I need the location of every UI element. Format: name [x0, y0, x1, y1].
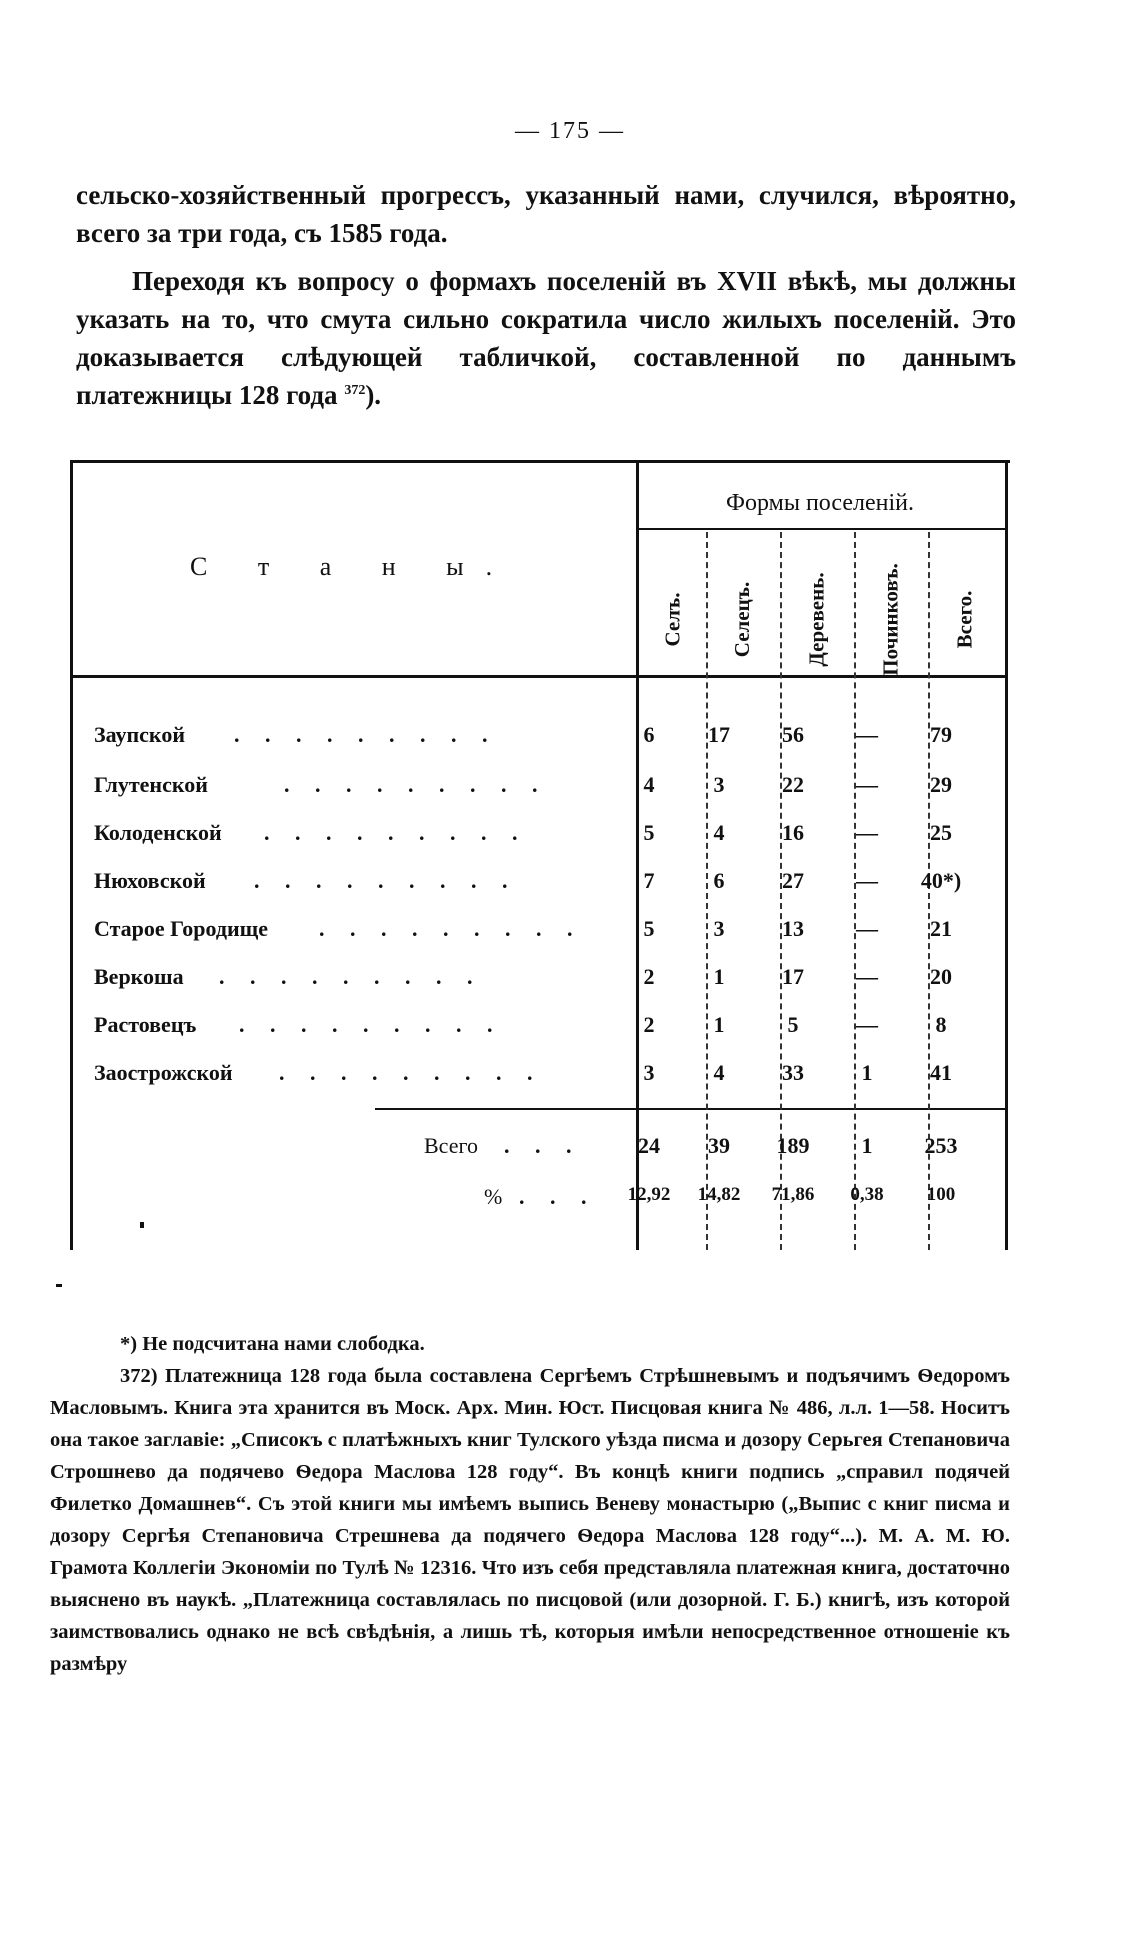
table-right-rule	[1005, 460, 1008, 1250]
settlements-table	[70, 460, 1010, 1250]
table-row: Нюховской . . . . . . . . . 7 6 27 — 40*)	[94, 868, 962, 893]
stany-header: С т а н ы.	[190, 552, 515, 581]
footnote-ref-372: 372	[344, 383, 366, 398]
table-row: Старое Городище . . . . . . . . . 5 3 13 — 21	[94, 916, 952, 941]
table-row: Растовецъ . . . . . . . . . 2 1 5 — 8	[94, 1012, 947, 1037]
table-top-rule	[70, 460, 1010, 463]
col-header-dereven: Деревень.	[804, 572, 829, 667]
col-header-vsego: Всего.	[952, 590, 977, 649]
col-header-sel: Селъ.	[660, 592, 685, 647]
table-row: Глутенской . . . . . . . . . 4 3 22 — 29	[94, 772, 952, 797]
total-row: Всего . . . 24 39 189 1 253	[424, 1133, 958, 1158]
total-top-rule	[375, 1108, 1008, 1110]
forms-header: Формы поселеній.	[726, 490, 914, 516]
footnote-1: *) Не подсчитана нами слободка.	[120, 1333, 425, 1355]
table-left-rule	[70, 460, 73, 1250]
paragraph-2	[76, 262, 1016, 414]
col-header-selets: Селецъ.	[730, 581, 755, 658]
paragraph-1: сельско-хозяйственный прогрессъ, указанный нами, случился, вѣроятно, всего за три года, съ 1585 года.	[76, 180, 1016, 248]
percent-row: % . . . 12,92 14,82 71,86 0,38 100	[484, 1184, 956, 1209]
footnotes	[50, 1328, 1010, 1680]
col-header-pochinkov: Починковъ.	[878, 563, 903, 676]
table-row: Веркоша . . . . . . . . . 2 1 17 — 20	[94, 964, 952, 989]
paragraph-2-text: Переходя къ вопросу о формахъ поселеній въ XVII вѣкѣ, мы должны указать на то, что смута сильно сократила число жилыхъ поселеній. Это доказывается слѣдующей табличкой, составленной по даннымъ платежницы 128 года	[76, 266, 1016, 410]
table-row: Заупской . . . . . . . . . 6 17 56 — 79	[94, 722, 952, 747]
paragraph-2-end: ).	[365, 380, 382, 410]
page-number: — 175 —	[515, 118, 625, 144]
footnote-372: 372) Платежница 128 года была составлена Сергѣемъ Стрѣшневымъ и подъячимъ Ѳедоромъ Масловымъ. Книга эта хранится въ Моск. Арх. Мин. Юст. Писцовая книга № 486, л.л. 1—58. Носитъ она такое заглавіе: „Списокъ с платѣжныхъ книг Тулского уѣзда писма и дозору Серьгея Степановича Строшнево да подячево Ѳедора Маслова 128 году“. Въ концѣ книги подпись „справил подячей Филетко Домашнев“. Съ этой книги мы имѣемъ выпись Веневу монастырю („Выпис с книг писма и дозору Сергѣя Степановича Стрешнева да подячего Ѳедора Маслова 128 году“...). М. А. М. Ю. Грамота Коллегіи Экономіи по Тулѣ № 12316. Что изъ себя представляла платежная книга, достаточно выяснено въ наукѣ. „Платежница составлялась по писцовой (или дозорной. Г. Б.) книгѣ, изъ которой заимствовались однако не всѣ свѣдѣнія, а лишь тѣ, которыя имѣли непосредственное отношеніе къ размѣру	[50, 1365, 1010, 1675]
table-row: Колоденской . . . . . . . . . 5 4 16 — 25	[94, 820, 952, 845]
print-speck	[140, 1222, 144, 1228]
print-speck	[56, 1284, 62, 1287]
table-row: Заострожской . . . . . . . . . 3 4 33 1 41	[94, 1060, 952, 1085]
